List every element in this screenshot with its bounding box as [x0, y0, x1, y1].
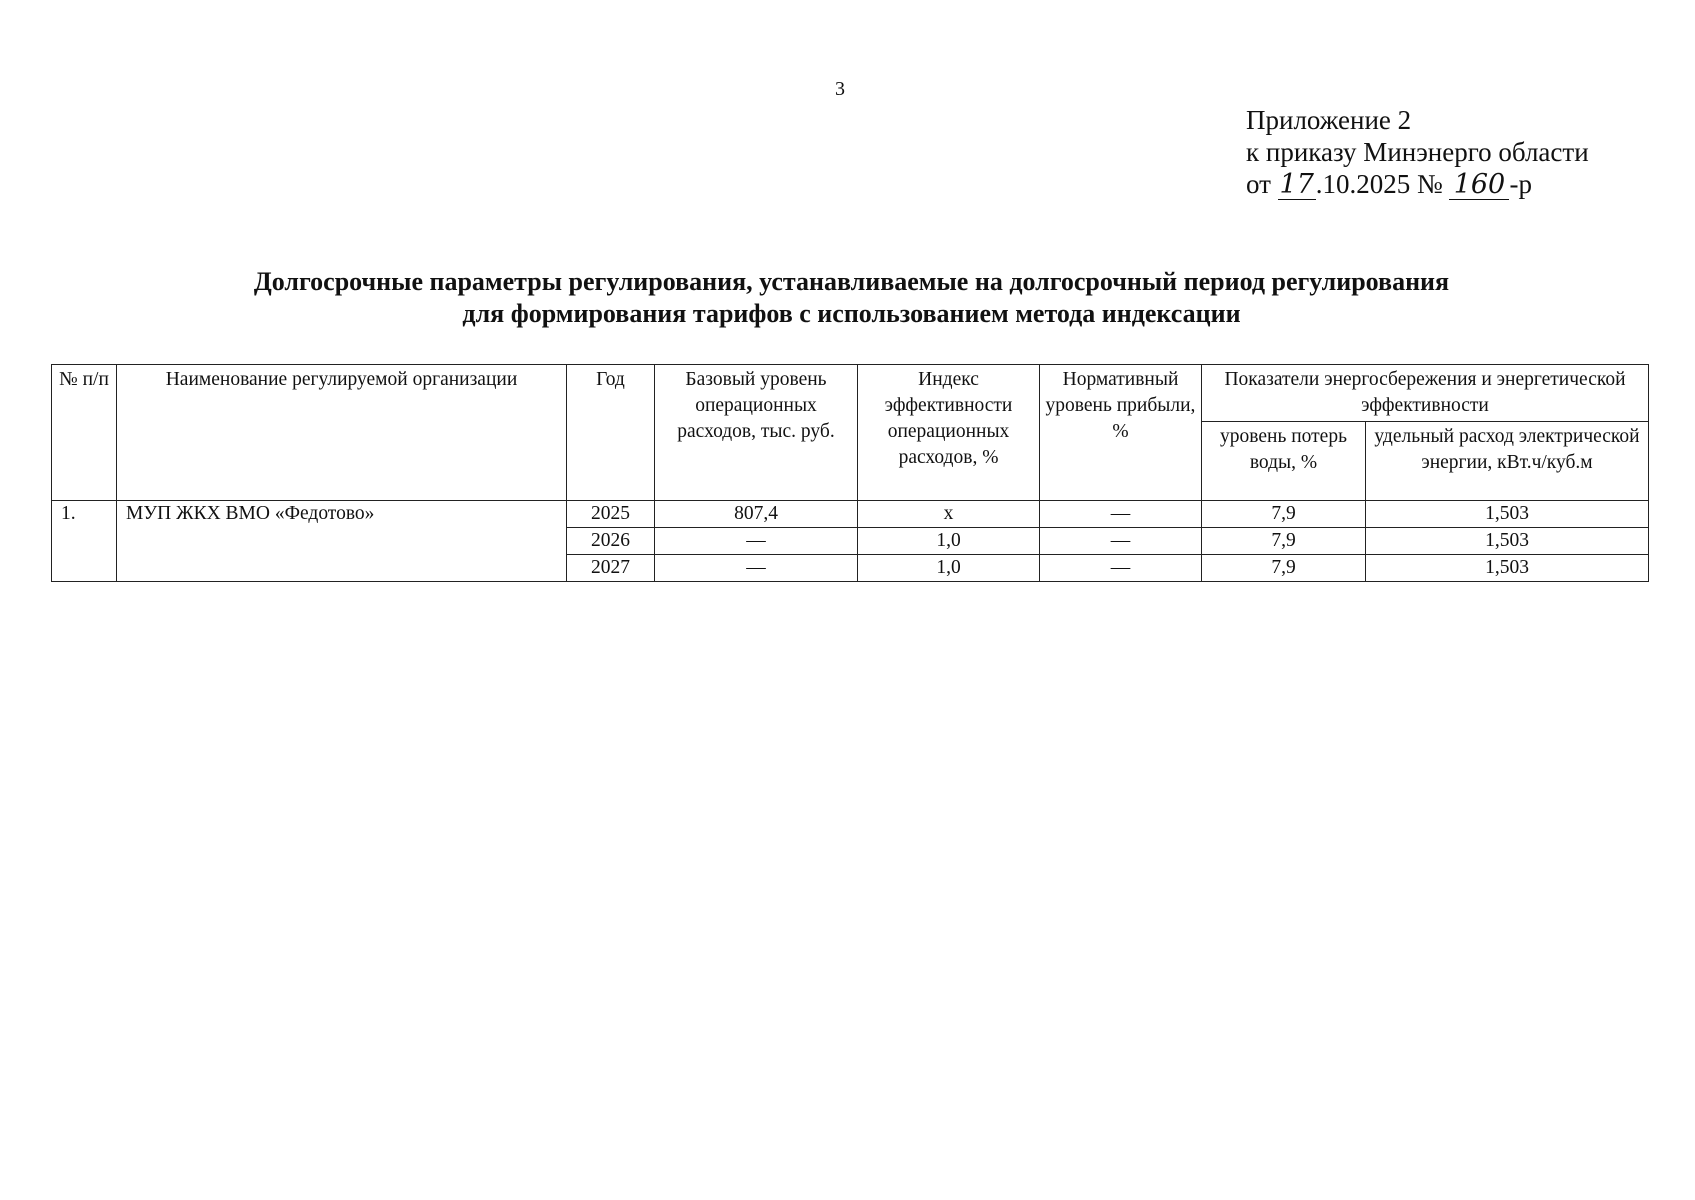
header-num: № п/п: [52, 365, 117, 501]
cell-year: 2027: [567, 555, 655, 582]
parameters-table: [51, 364, 1649, 582]
header-energy-group: Показатели энергосбережения и энергетической эффективности: [1202, 365, 1649, 422]
title-line-2: для формирования тарифов с использованием метода индексации: [462, 299, 1241, 328]
cell-base: —: [655, 555, 858, 582]
cell-org-num: 1.: [52, 501, 117, 582]
cell-profit: —: [1040, 555, 1202, 582]
cell-electricity: 1,503: [1366, 528, 1649, 555]
cell-base: —: [655, 528, 858, 555]
cell-index: 1,0: [858, 528, 1040, 555]
cell-electricity: 1,503: [1366, 501, 1649, 528]
appendix-date-suffix: -р: [1509, 169, 1532, 199]
cell-org-name: МУП ЖКХ ВМО «Федотово»: [117, 501, 567, 582]
appendix-block: [1246, 104, 1589, 200]
title-line-1: Долгосрочные параметры регулирования, устанавливаемые на долгосрочный период регулирования: [253, 267, 1450, 296]
header-water-loss: уровень потерь воды, %: [1202, 422, 1366, 501]
page-number: 3: [835, 78, 845, 100]
handwritten-day: 17: [1279, 169, 1314, 200]
cell-year: 2026: [567, 528, 655, 555]
cell-water-loss: 7,9: [1202, 528, 1366, 555]
document-title: [0, 266, 1695, 330]
cell-profit: —: [1040, 501, 1202, 528]
appendix-date-middle: .10.2025 №: [1315, 169, 1450, 199]
cell-water-loss: 7,9: [1202, 555, 1366, 582]
header-base-level: Базовый уровень операционных расходов, тыс. руб.: [655, 365, 858, 501]
cell-electricity: 1,503: [1366, 555, 1649, 582]
header-org: Наименование регулируемой организации: [117, 365, 567, 501]
header-year: Год: [567, 365, 655, 501]
cell-profit: —: [1040, 528, 1202, 555]
cell-year: 2025: [567, 501, 655, 528]
cell-index: х: [858, 501, 1040, 528]
header-electricity: удельный расход электрической энергии, кВт.ч/куб.м: [1366, 422, 1649, 501]
appendix-title: Приложение 2: [1246, 105, 1412, 135]
header-efficiency-index: Индекс эффективности операционных расходов, %: [858, 365, 1040, 501]
appendix-date-prefix: от: [1246, 169, 1278, 199]
table-row: [52, 501, 1649, 528]
cell-index: 1,0: [858, 555, 1040, 582]
appendix-date-number: [1246, 168, 1589, 200]
header-profit-level: Нормативный уровень прибыли, %: [1040, 365, 1202, 501]
handwritten-order-number: 160: [1449, 171, 1509, 200]
table-header-row: [52, 365, 1649, 422]
appendix-order-ref: к приказу Минэнерго области: [1246, 137, 1589, 167]
cell-water-loss: 7,9: [1202, 501, 1366, 528]
cell-base: 807,4: [655, 501, 858, 528]
